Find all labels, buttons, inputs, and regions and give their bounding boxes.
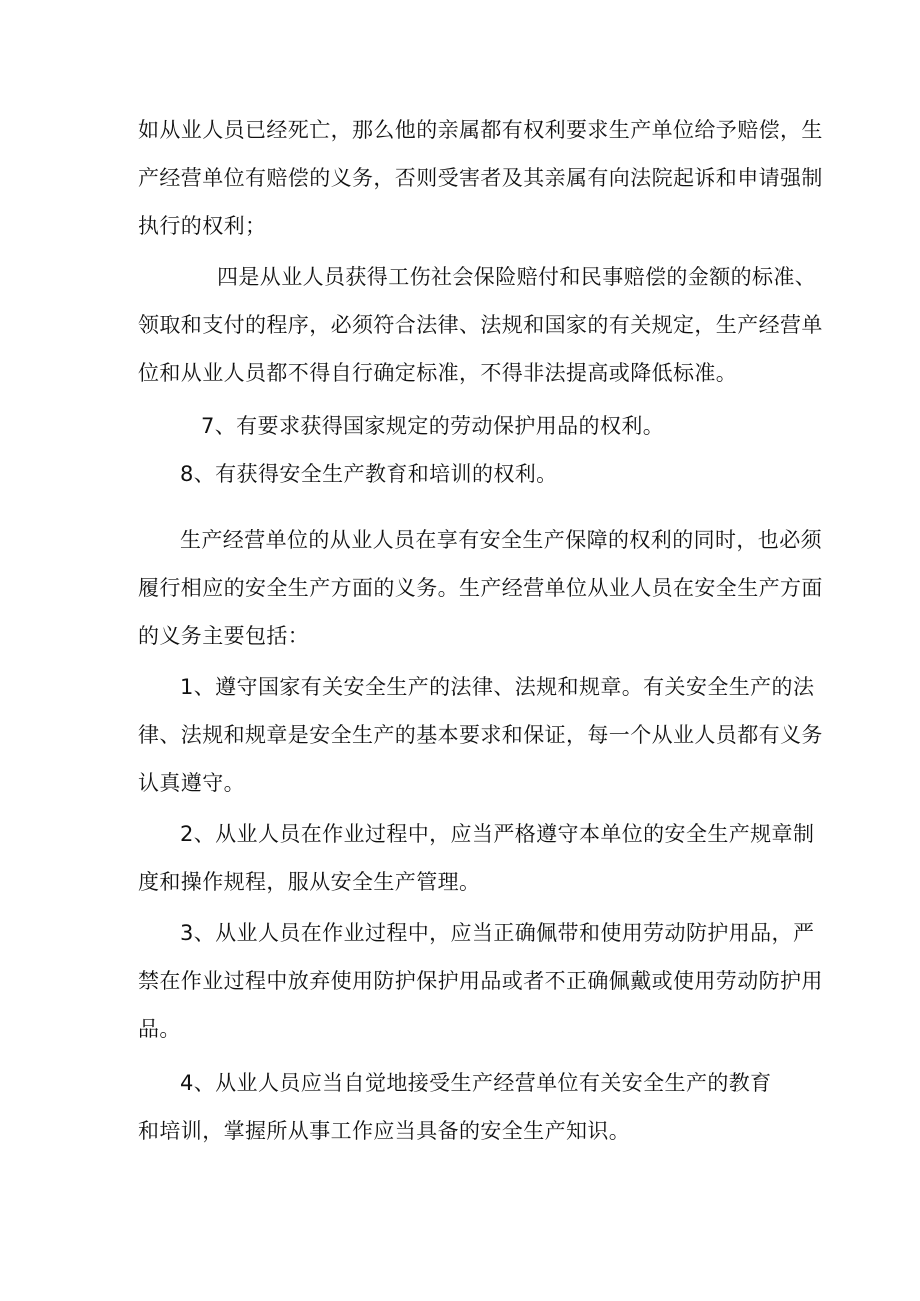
text-line: 8、有获得安全生产教育和培训的权利。	[180, 462, 558, 486]
text-line: 认真遵守。	[138, 771, 245, 795]
text-line: 四是从业人员获得工伤社会保险赔付和民事赔偿的金额的标准、	[217, 265, 817, 289]
text-line: 1、遵守国家有关安全生产的法律、法规和规章。有关安全生产的法	[180, 675, 815, 699]
text-line: 7、有要求获得国家规定的劳动保护用品的权利。	[201, 414, 665, 438]
text-line: 产经营单位有赔偿的义务，否则受害者及其亲属有向法院起诉和申请强制	[138, 166, 823, 190]
text-line: 品。	[138, 1017, 181, 1041]
text-line: 的义务主要包括：	[138, 624, 310, 648]
text-line: 律、法规和规章是安全生产的基本要求和保证，每一个从业人员都有义务	[138, 723, 823, 747]
text-line: 履行相应的安全生产方面的义务。生产经营单位从业人员在安全生产方面	[138, 576, 823, 600]
text-line: 和培训，掌握所从事工作应当具备的安全生产知识。	[138, 1119, 631, 1143]
text-line: 如从业人员已经死亡，那么他的亲属都有权利要求生产单位给予赔偿，生	[138, 118, 823, 142]
text-line: 2、从业人员在作业过程中，应当严格遵守本单位的安全生产规章制	[180, 822, 815, 846]
text-line: 4、从业人员应当自觉地接受生产经营单位有关安全生产的教育	[180, 1071, 772, 1095]
text-line: 生产经营单位的从业人员在享有安全生产保障的权利的同时，也必须	[180, 528, 822, 552]
text-line: 位和从业人员都不得自行确定标准，不得非法提高或降低标准。	[138, 361, 738, 385]
text-line: 执行的权利；	[138, 214, 267, 238]
text-line: 禁在作业过程中放弃使用防护保护用品或者不正确佩戴或使用劳动防护用	[138, 969, 823, 993]
text-line: 度和操作规程，服从安全生产管理。	[138, 870, 481, 894]
text-line: 3、从业人员在作业过程中，应当正确佩带和使用劳动防护用品，严	[180, 921, 815, 945]
text-line: 领取和支付的程序，必须符合法律、法规和国家的有关规定，生产经营单	[138, 313, 823, 337]
